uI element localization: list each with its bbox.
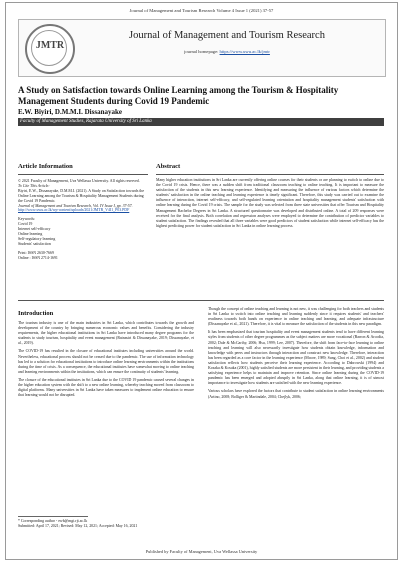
- footnote: [18, 519, 388, 529]
- paper-affiliation: Faculty of Management Studies, Rajarata University of Sri Lanka: [18, 118, 384, 126]
- abstract-heading: Abstract: [156, 163, 181, 170]
- paper-page: [5, 2, 398, 560]
- keywords-label: Keywords:: [18, 217, 36, 222]
- paragraph: The COVID-19 has resulted in the closure of educational institutes including universities around the world. Nevertheless, educational process should not be ceased due to the pandemic. The use of information technology has led to a solution for educational institutions to introduce online learning environments within the institutions during the time of crisis. As a consequence, the educational institutes have somewhat moving to online teaching and learning environments within the institutions, which can ensure the continuity of students' learning.: [18, 349, 194, 374]
- journal-homepage: [77, 49, 377, 54]
- article-info-heading: Article Information: [18, 163, 73, 170]
- page-footer: Published by Faculty of Management, Uva Wellassa University: [145, 549, 258, 554]
- article-info-rule: [18, 174, 148, 175]
- keyword-item: Online learning: [18, 232, 43, 237]
- body-column-right: [208, 307, 384, 403]
- paragraph: The closure of the educational institutes in Sri Lanka due to the COVID 19 pandemic caused several changes in the higher education system with the shift to a new online learning, whereby teaching moved from classroom to digital platforms. Many universities in Sri Lanka have taken measures to implement online education to ensure that learning would not be disrupted.: [18, 377, 194, 398]
- keyword-item: Self-regulatory learning: [18, 236, 56, 241]
- cite-label: To Cite This Article:: [18, 183, 50, 188]
- paper-authors: E.W. Biyiri, D.M.M.I. Dissanayake: [18, 108, 122, 116]
- body-column-left: [18, 321, 194, 401]
- submission-dates: Submitted: April 17, 2021; Revised: May 12, 2021; Accepted: May 16, 2021: [18, 524, 138, 528]
- paper-title: A Study on Satisfaction towards Online Learning among the Tourism & Hospitality Management Students during Covid 19 Pandemic: [18, 85, 339, 106]
- abstract-text: Many higher education institutions in Sri Lanka are currently offering online courses for their students or are planning to switch to online due to the Covid 19 crisis. Hence, there was a sudden shift from traditional classroom teaching to online teaching. It is important to measure the satisfaction of the students in this new learning experience. Identifying and measuring the influence of various factors which determine the students' satisfaction in the online teaching and learning experience is timely significant. Therefore, this study was carried out to examine the influence of interaction, internet self-efficacy, and self-regulated learning orientation and hospitality management students' satisfaction with online learning during the Covid 19 crisis. The sample for the study was selected from three state universities that offer Tourism and Hospitality Management Bachelor Degrees in Sri Lanka. A structured questionnaire was developed and distributed online. A total of 209 responses were received for the final analysis. Both correlation and regression analyses were employed to determine the contribution of predictor variables to student satisfaction. The findings revealed that all three variables were good predictors of student satisfaction while internet self-efficacy has the highest predicting power for student satisfaction in Sri Lanka in online learning process.: [156, 178, 384, 228]
- homepage-label: journal homepage:: [184, 49, 220, 54]
- footnote-rule: [18, 516, 88, 517]
- keyword-item: Students' satisfaction: [18, 241, 51, 246]
- paragraph: Though the concept of online teaching and learning is not new, it was challenging for both teachers and students in Sri Lanka to switch into online teaching and learning suddenly since it requires students' and teachers' readiness towards both hands on experience in online teaching and learning, and adequate infrastructure (Dissanayake et al., 2021). Therefore, it is vital to measure the satisfaction of the students in this new paradigm.: [208, 307, 384, 327]
- citation-journal: Journal of Management and Tourism Research, Vol. IV Issue I, pp. 37-57.: [18, 203, 133, 208]
- logo-text: JMTR: [35, 40, 65, 51]
- paragraph: Various scholars have explored the factors that contribute to student satisfaction in online learning environments (Artino, 2008; Bolliger & Martindale, 2004; Chejlyk, 2006;: [208, 389, 384, 399]
- abstract-rule: [156, 174, 384, 175]
- section-divider: [18, 300, 384, 301]
- journal-header: [18, 19, 386, 77]
- running-head: Journal of Management and Tourism Research Volume 4 Issue 1 (2021) 37-57: [129, 8, 274, 13]
- journal-title: Journal of Management and Tourism Research: [129, 30, 325, 41]
- homepage-link[interactable]: https://www.uwu.ac.lk/jmtr: [219, 49, 270, 54]
- keyword-item: Covid 19: [18, 222, 33, 227]
- article-info-panel: [18, 179, 148, 261]
- abstract-body: [156, 178, 384, 229]
- citation-text: Biyiri, E.W., Dissanayake, D.M.M.I. (2021). A Study on Satisfaction towards the Online Learning among the Tourism & Hospitality Management Students during the Covid 19 Pandemic.: [18, 188, 145, 203]
- copyright-text: © 2021 Faculty of Management, Uva Wellassa University. All rights reserved.: [18, 179, 140, 183]
- paragraph: The tourism industry is one of the main industries in Sri Lanka, which contributes towards the growth and development of the country by bringing numerous economic values and benefits. Considering the industry requirements, the higher educational institutions in Sri Lanka have introduced many degree programs for the students to study tourism, hospitality and event management (Ratnasiri & Dissanayake, 2019; Dissanayake, et al., 2019).: [18, 321, 194, 346]
- print-issn: Print: ISSN 2630-7669: [18, 250, 54, 255]
- online-issn: Online : ISSN 2714-1691: [18, 255, 58, 260]
- paragraph: It has been emphasized that tourism hospitality and event management students tend to have different learning styles from students of other degree programmes as the subject matters are more vocational (Barron & Arcodia, 2002; Dale & McCarthy, 2006; Hsu, 1999; Lee, 2007). Therefore, the shift from face-to-face learning to online teaching and learning will also necessarily investigate how students obtain knowledge, information and knowledge with peers and instructors through interaction and construct new knowledge. Therefore, interaction has been regarded as a core factor in the learning experience (Moore, 1989; Sung, Choi et al., 2002) and student satisfaction reflects how students perceive their learning experience. According to Dabrowski (1994) and Kosaka & Kosaka (2001), highly satisfied students are more persistent in their learning, and providing students a satisfying experience helps to maintain and improve retention. Since online learning during the COVID-19 pandemic has been emerged and adopted abruptly in Sri Lanka, along that online learning, it is of utmost importance to investigate how students are satisfied with the new learning experience.: [208, 330, 384, 386]
- journal-logo: [25, 24, 75, 74]
- keyword-item: Internet self-efficacy: [18, 227, 51, 232]
- introduction-heading: Introduction: [18, 310, 54, 317]
- corresponding-author: * Corresponding author - ewb@mgt.rjt.ac.lk: [18, 519, 88, 523]
- doi-link[interactable]: http://www.uwu.ac.lk/wp-content/uploads/2021/JMTR_V4I1_P03.PDF: [18, 208, 130, 213]
